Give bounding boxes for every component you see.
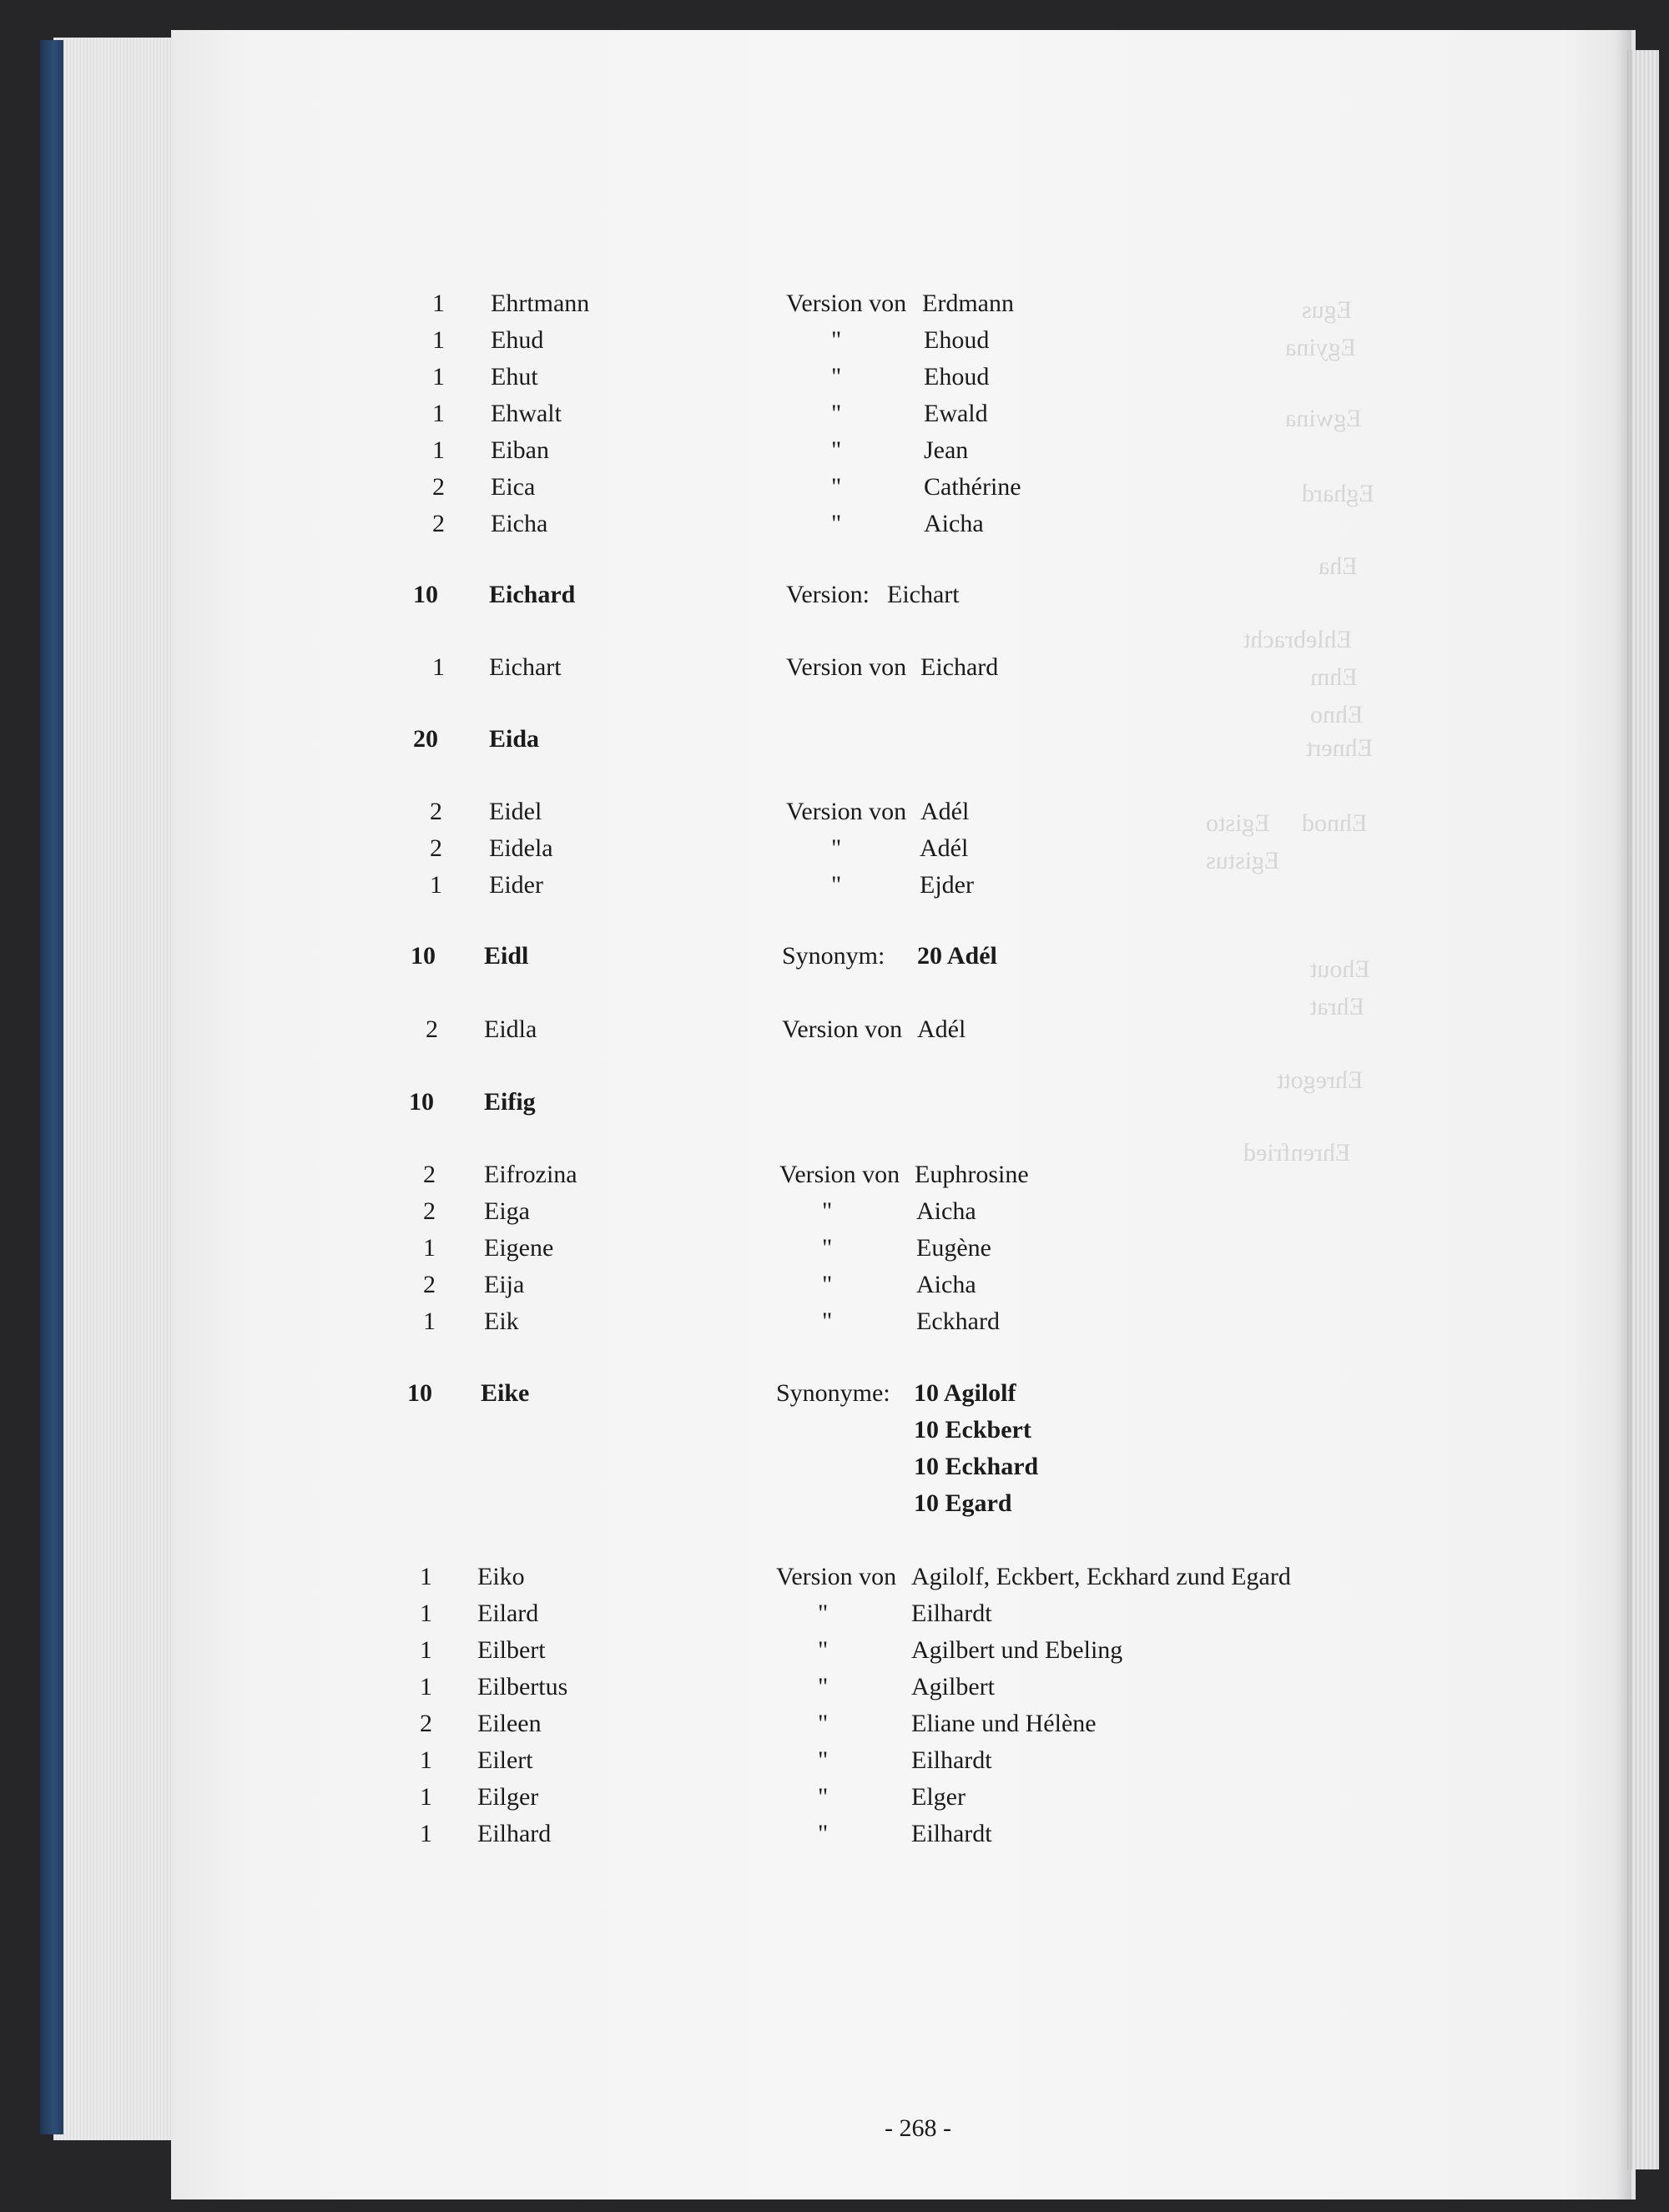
entry-count: 1: [432, 436, 445, 464]
entry-name: Eigene: [484, 1234, 554, 1262]
entry-note-label: ": [822, 1197, 833, 1225]
entry-name: Ehrtmann: [491, 290, 590, 317]
entry-name: Eicha: [491, 510, 548, 537]
entry-count: 2: [430, 798, 442, 825]
entry-name: Eidela: [489, 834, 553, 862]
entry-note-label: ": [822, 1308, 833, 1335]
entry-reference: 20 Adél: [917, 942, 997, 970]
entry-name: Eik: [484, 1308, 519, 1335]
entry-reference: 10 Eckhard: [914, 1453, 1039, 1480]
entry-reference: Eilhardt: [911, 1746, 992, 1774]
entry-reference: Adél: [917, 1015, 966, 1043]
entry-name: Eidl: [484, 942, 529, 970]
entry-name: Eileen: [477, 1710, 542, 1737]
entry-count: 1: [420, 1636, 432, 1664]
entry-reference: Aicha: [924, 510, 984, 537]
book-cover-edge: [40, 40, 63, 2134]
entry-name: Eilard: [477, 1600, 539, 1627]
entry-note-label: ": [831, 473, 842, 501]
entry-name: Eike: [481, 1379, 530, 1407]
entry-note-label: Synonyme:: [776, 1379, 890, 1407]
entry-note-label: ": [831, 510, 842, 537]
entry-count: 1: [423, 1308, 436, 1335]
entry-count: 1: [432, 290, 445, 317]
entry-note-label: Version von: [776, 1563, 897, 1590]
entry-name: Eidel: [489, 798, 542, 825]
entry-name: Eilbertus: [477, 1673, 568, 1701]
entry-note-label: Synonym:: [782, 942, 885, 970]
entry-count: 1: [432, 363, 445, 391]
entry-name: Ehwalt: [491, 400, 562, 427]
entry-note-label: ": [831, 871, 842, 899]
bleed-through-text: Ehout: [1310, 955, 1370, 983]
entry-count: 2: [423, 1161, 436, 1188]
bleed-through-text: Ehrenfried: [1243, 1139, 1351, 1166]
entry-count: 1: [423, 1234, 436, 1262]
entry-name: Eidla: [484, 1015, 537, 1043]
bleed-through-text: Egyina: [1285, 334, 1356, 361]
bleed-through-text: Ehlebracht: [1243, 626, 1352, 653]
entry-name: Eiko: [477, 1563, 525, 1590]
entry-reference: Eckhard: [916, 1308, 1000, 1335]
bleed-through-text: Egistus: [1206, 847, 1280, 874]
entry-count: 2: [426, 1015, 438, 1043]
entry-note-label: ": [818, 1636, 829, 1664]
entry-name: Eifrozina: [484, 1161, 577, 1188]
entry-count: 2: [423, 1271, 436, 1298]
entry-count: 20: [413, 725, 438, 753]
entry-name: Eifig: [484, 1088, 536, 1116]
entry-count: 2: [420, 1710, 432, 1737]
entry-note-label: ": [818, 1600, 829, 1627]
entry-note-label: ": [831, 436, 842, 464]
entry-note-label: ": [822, 1234, 833, 1262]
entry-note-label: ": [818, 1820, 829, 1847]
entry-count: 1: [420, 1600, 432, 1627]
entry-reference: Ewald: [924, 400, 988, 427]
bleed-through-text: Ehm: [1310, 663, 1358, 691]
entry-note-label: ": [818, 1673, 829, 1701]
entry-reference: Euphrosine: [915, 1161, 1029, 1188]
bleed-through-text: Ehregott: [1277, 1066, 1364, 1094]
entry-reference: Ejder: [920, 871, 974, 899]
entry-note-label: Version von: [786, 653, 907, 681]
entry-reference: Eilhardt: [911, 1820, 992, 1847]
entry-count: 10: [407, 1379, 432, 1407]
entry-reference: Adél: [920, 834, 969, 862]
entry-count: 2: [432, 473, 445, 501]
entry-note-label: ": [831, 834, 842, 862]
entry-note-label: ": [818, 1746, 829, 1774]
page-number: - 268 -: [885, 2114, 951, 2142]
entry-name: Eiban: [491, 436, 549, 464]
entry-note-label: Version von: [786, 290, 907, 317]
entry-name: Eiga: [484, 1197, 530, 1225]
entry-count: 1: [420, 1673, 432, 1701]
entry-count: 2: [432, 510, 445, 537]
entry-name: Eilert: [477, 1746, 533, 1774]
bleed-through-text: Egisto: [1206, 809, 1270, 837]
entry-reference: Agilolf, Eckbert, Eckhard zund Egard: [911, 1563, 1291, 1590]
entry-name: Eida: [489, 725, 540, 753]
entry-reference: Ehoud: [924, 363, 990, 391]
entry-reference: Ehoud: [924, 326, 990, 354]
entry-name: Eilhard: [477, 1820, 552, 1847]
page-stack-right: [1627, 50, 1659, 2169]
entry-name: Ehut: [491, 363, 538, 391]
entry-note-label: ": [831, 326, 842, 354]
entry-reference: 10 Eckbert: [914, 1416, 1031, 1444]
bleed-through-text: Ehnod: [1302, 809, 1368, 837]
entry-reference: Aicha: [916, 1197, 976, 1225]
entry-name: Eilger: [477, 1783, 539, 1811]
entry-name: Eilbert: [477, 1636, 546, 1664]
entry-note-label: Version von: [779, 1161, 900, 1188]
entry-name: Eider: [489, 871, 543, 899]
entry-count: 1: [432, 653, 445, 681]
entry-note-label: ": [831, 400, 842, 427]
entry-count: 1: [420, 1563, 432, 1590]
entry-count: 1: [420, 1783, 432, 1811]
entry-name: Eija: [484, 1271, 525, 1298]
entry-count: 1: [430, 871, 442, 899]
entry-count: 1: [432, 400, 445, 427]
entry-reference: Eichart: [887, 581, 960, 608]
entry-reference: Agilbert und Ebeling: [911, 1636, 1123, 1664]
entry-reference: Eliane und Hélène: [911, 1710, 1097, 1737]
page-stack-left: [53, 38, 187, 2140]
entry-name: Eica: [491, 473, 536, 501]
bleed-through-text: Ehno: [1310, 701, 1364, 728]
entry-reference: Elger: [911, 1783, 966, 1811]
entry-reference: 10 Egard: [914, 1489, 1012, 1517]
entry-reference: 10 Agilolf: [914, 1379, 1016, 1407]
entry-count: 10: [413, 581, 438, 608]
bleed-through-text: Ehnert: [1306, 734, 1373, 762]
entry-reference: Eugène: [916, 1234, 991, 1262]
entry-name: Eichart: [489, 653, 562, 681]
entry-name: Ehud: [491, 326, 544, 354]
entry-reference: Agilbert: [911, 1673, 995, 1701]
entry-count: 1: [432, 326, 445, 354]
entry-reference: Jean: [924, 436, 969, 464]
entry-note-label: ": [822, 1271, 833, 1298]
entry-count: 10: [409, 1088, 434, 1116]
bleed-through-text: Egwina: [1285, 405, 1362, 432]
entry-name: Eichard: [489, 581, 576, 608]
entry-count: 10: [411, 942, 436, 970]
spine-shadow: [1615, 30, 1631, 2199]
entry-count: 1: [420, 1746, 432, 1774]
entry-note-label: Version von: [786, 798, 907, 825]
bleed-through-text: Eha: [1319, 552, 1358, 580]
bleed-through-text: Eghard: [1302, 480, 1374, 507]
entry-reference: Cathérine: [924, 473, 1021, 501]
entry-reference: Adél: [920, 798, 970, 825]
entry-note-label: Version von: [782, 1015, 903, 1043]
entry-count: 2: [430, 834, 442, 862]
entry-count: 2: [423, 1197, 436, 1225]
entry-note-label: ": [831, 363, 842, 391]
entry-count: 1: [420, 1820, 432, 1847]
entry-reference: Eilhardt: [911, 1600, 992, 1627]
entry-note-label: Version:: [786, 581, 870, 608]
entry-reference: Aicha: [916, 1271, 976, 1298]
entry-reference: Erdmann: [922, 290, 1014, 317]
entry-note-label: ": [818, 1783, 829, 1811]
bleed-through-text: Egus: [1302, 296, 1352, 324]
entry-note-label: ": [818, 1710, 829, 1737]
bleed-through-text: Ehrat: [1310, 993, 1364, 1020]
entry-reference: Eichard: [920, 653, 999, 681]
